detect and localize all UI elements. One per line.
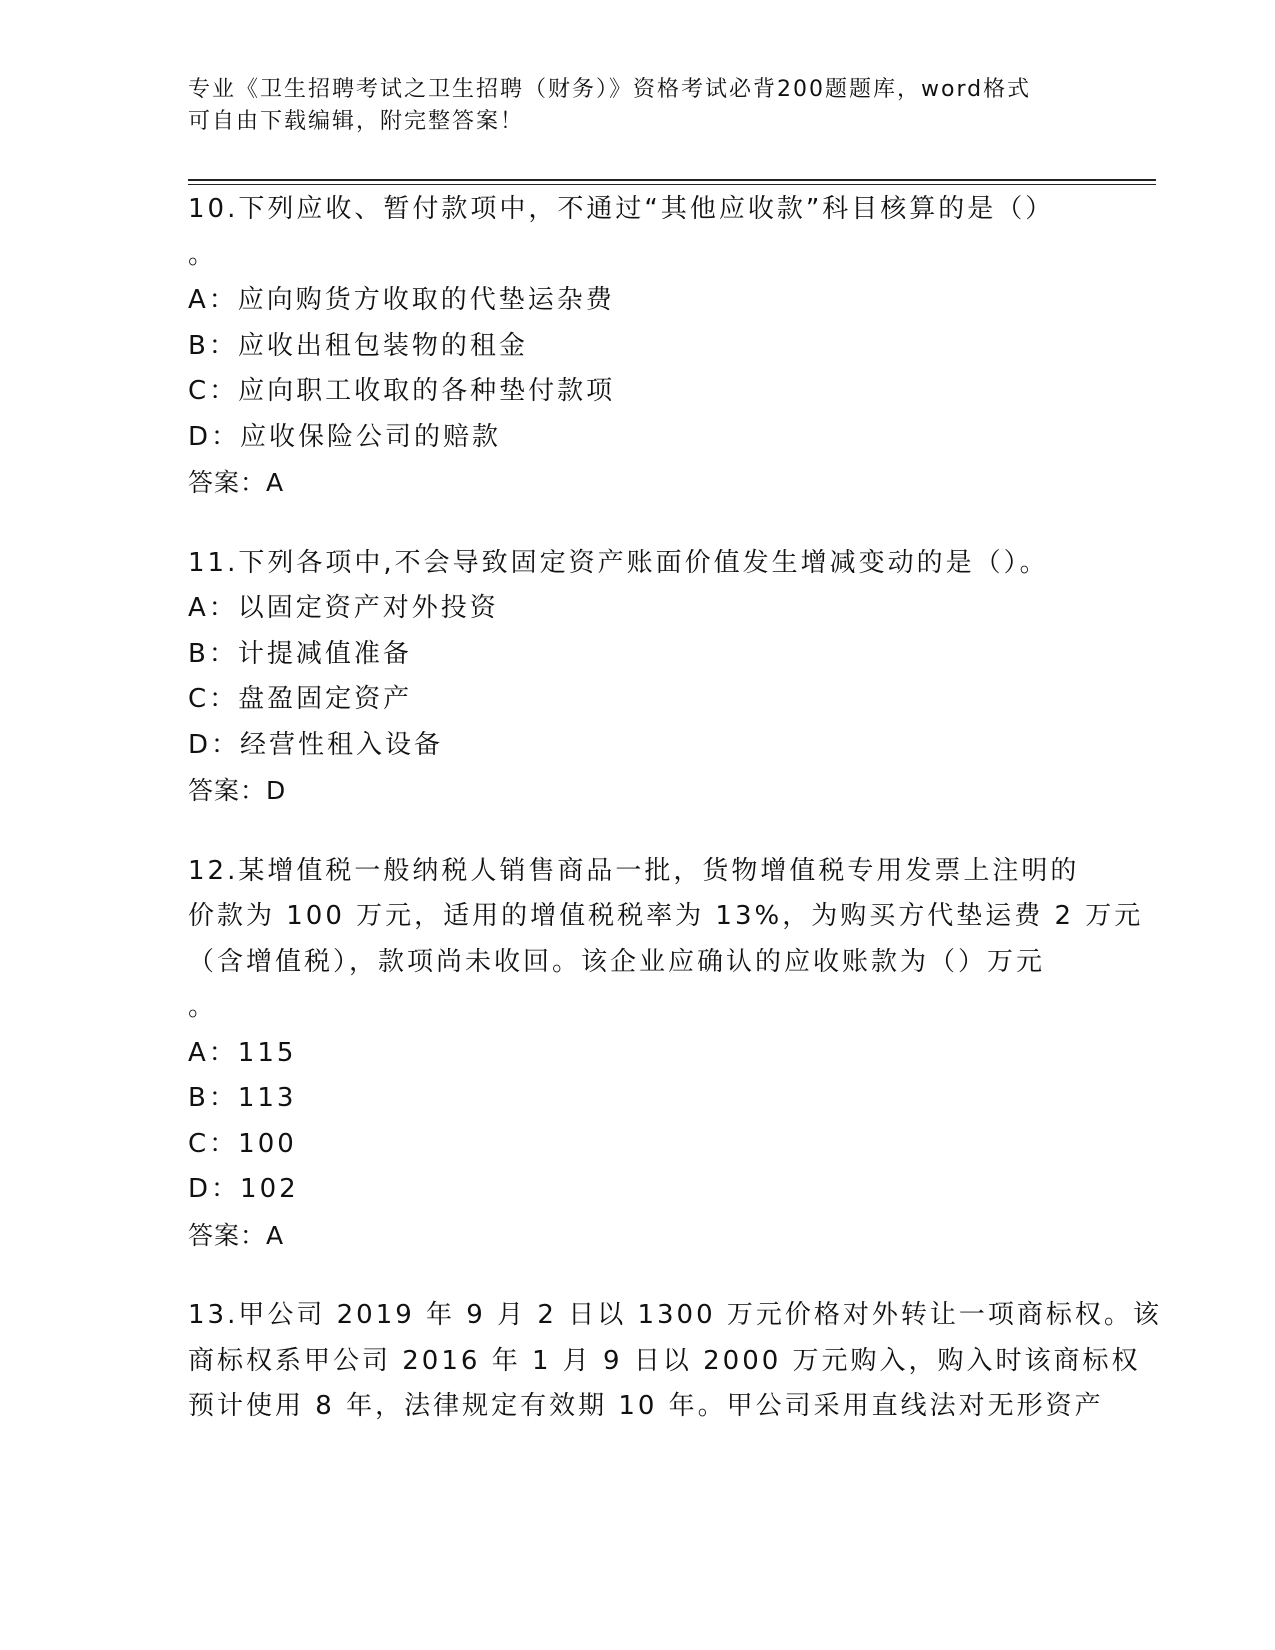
option: C：100: [188, 1128, 297, 1159]
option: B：应收出租包装物的租金: [188, 330, 528, 361]
header-line: 可自由下载编辑，附完整答案！: [188, 109, 525, 134]
question-stem: 12.某增值税一般纳税人销售商品一批，货物增值税专用发票上注明的: [188, 855, 1080, 886]
question-stem: 预计使用 8 年，法律规定有效期 10 年。甲公司采用直线法对无形资产: [188, 1391, 1104, 1421]
question-item: [188, 1293, 1162, 1430]
header-divider: [188, 179, 1156, 181]
option: A：115: [188, 1037, 297, 1068]
option: D：经营性租入设备: [188, 729, 444, 760]
question-stem: 商标权系甲公司 2016 年 1 月 9 日以 2000 万元购入，购入时该商标权: [188, 1345, 1141, 1376]
option: B：113: [188, 1083, 297, 1113]
question-item: [188, 849, 1144, 1259]
question-stem: 。: [188, 992, 218, 1022]
option: A：应向购货方收取的代垫运杂费: [188, 285, 615, 315]
answer: 答案：D: [188, 776, 287, 805]
option: D：应收保险公司的赔款: [188, 421, 502, 452]
option: B：计提减值准备: [188, 638, 412, 669]
question-item: [188, 187, 1088, 506]
question-stem: 。: [188, 239, 218, 270]
document-header: [188, 74, 1088, 138]
question-stem: 价款为 100 万元，适用的增值税税率为 13%，为购买方代垫运费 2 万元: [188, 901, 1144, 931]
header-divider-thin: [188, 184, 1156, 185]
option: D：102: [188, 1174, 299, 1204]
question-stem: 10.下列应收、暂付款项中，不通过“其他应收款”科目核算的是（）: [188, 194, 1055, 224]
question-stem: （含增值税），款项尚未收回。该企业应确认的应收账款为（）万元: [188, 946, 1046, 977]
answer: 答案：A: [188, 1220, 285, 1250]
question-stem: 13.甲公司 2019 年 9 月 2 日以 1300 万元价格对外转让一项商标权。该: [188, 1300, 1162, 1330]
question-item: [188, 541, 1088, 814]
answer: 答案：A: [188, 468, 285, 497]
header-line: 专业《卫生招聘考试之卫生招聘（财务）》资格考试必背200题题库，word格式: [188, 77, 1032, 102]
option: A：以固定资产对外投资: [188, 593, 499, 623]
option: C：盘盈固定资产: [188, 684, 413, 714]
option: C：应向职工收取的各种垫付款项: [188, 376, 616, 406]
question-list: [188, 187, 1162, 1465]
question-stem: 11.下列各项中,不会导致固定资产账面价值发生增减变动的是（）。: [188, 547, 1049, 578]
